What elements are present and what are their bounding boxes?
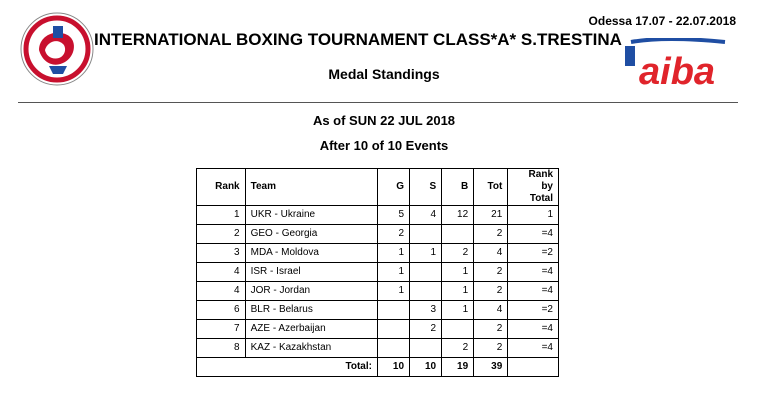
as-of-date: As of SUN 22 JUL 2018	[312, 113, 456, 128]
silver-cell	[410, 282, 442, 301]
rank-by-total-cell: =2	[508, 244, 559, 263]
rank-cell: 4	[197, 282, 246, 301]
col-team: Team	[245, 169, 377, 206]
gold-cell: 1	[377, 282, 409, 301]
team-cell: BLR - Belarus	[245, 301, 377, 320]
gold-cell: 1	[377, 244, 409, 263]
bronze-cell: 12	[442, 206, 474, 225]
total-row	[197, 358, 559, 377]
table-row	[197, 263, 559, 282]
header-divider	[18, 102, 738, 103]
gold-cell	[377, 320, 409, 339]
total-cell: 21	[474, 206, 508, 225]
rank-cell: 2	[197, 225, 246, 244]
team-cell: ISR - Israel	[245, 263, 377, 282]
rank-cell: 3	[197, 244, 246, 263]
table-row	[197, 225, 559, 244]
team-cell: UKR - Ukraine	[245, 206, 377, 225]
rank-cell: 1	[197, 206, 246, 225]
table-row	[197, 320, 559, 339]
col-total: Tot	[474, 169, 508, 206]
bronze-cell: 2	[442, 244, 474, 263]
col-rank-by-total-line1: Rank	[528, 169, 553, 180]
rank-cell: 8	[197, 339, 246, 358]
table-row	[197, 206, 559, 225]
total-cell: 2	[474, 339, 508, 358]
col-silver: S	[410, 169, 442, 206]
total-rank-empty	[508, 358, 559, 377]
gold-cell: 2	[377, 225, 409, 244]
silver-cell	[410, 339, 442, 358]
rank-cell: 6	[197, 301, 246, 320]
table-row	[197, 301, 559, 320]
col-rank: Rank	[197, 169, 246, 206]
col-gold: G	[377, 169, 409, 206]
bronze-cell: 2	[442, 339, 474, 358]
event-dates: Odessa 17.07 - 22.07.2018	[588, 14, 736, 28]
total-total: 39	[474, 358, 508, 377]
silver-cell: 3	[410, 301, 442, 320]
total-cell: 2	[474, 282, 508, 301]
table-row	[197, 282, 559, 301]
rank-cell: 4	[197, 263, 246, 282]
table-row	[197, 244, 559, 263]
silver-cell	[410, 263, 442, 282]
aiba-logo-text: aiba	[639, 51, 716, 90]
total-cell: 4	[474, 301, 508, 320]
page-title: INTERNATIONAL BOXING TOURNAMENT CLASS*A* S.TRESTINA	[94, 30, 622, 49]
bronze-cell: 1	[442, 263, 474, 282]
rank-by-total-cell: =4	[508, 282, 559, 301]
rank-by-total-cell: =4	[508, 320, 559, 339]
aiba-logo	[625, 38, 731, 90]
total-bronze: 19	[442, 358, 474, 377]
total-cell: 2	[474, 263, 508, 282]
bronze-cell: 1	[442, 282, 474, 301]
col-bronze: B	[442, 169, 474, 206]
bronze-cell	[442, 225, 474, 244]
col-rank-by-total-line3: Total	[529, 193, 553, 204]
silver-cell: 1	[410, 244, 442, 263]
total-silver: 10	[410, 358, 442, 377]
page-subtitle: Medal Standings	[328, 66, 440, 82]
gold-cell	[377, 339, 409, 358]
gold-cell: 5	[377, 206, 409, 225]
rank-by-total-cell: =4	[508, 263, 559, 282]
team-cell: JOR - Jordan	[245, 282, 377, 301]
rank-by-total-cell: =4	[508, 339, 559, 358]
rank-cell: 7	[197, 320, 246, 339]
total-gold: 10	[377, 358, 409, 377]
table-row	[197, 339, 559, 358]
col-rank-by-total	[508, 169, 559, 206]
silver-cell	[410, 225, 442, 244]
team-cell: MDA - Moldova	[245, 244, 377, 263]
team-cell: AZE - Azerbaijan	[245, 320, 377, 339]
rank-by-total-cell: =4	[508, 225, 559, 244]
total-cell: 4	[474, 244, 508, 263]
bronze-cell	[442, 320, 474, 339]
rank-by-total-cell: =2	[508, 301, 559, 320]
team-cell: KAZ - Kazakhstan	[245, 339, 377, 358]
rank-by-total-cell: 1	[508, 206, 559, 225]
col-rank-by-total-line2: by	[541, 181, 553, 192]
events-progress: After 10 of 10 Events	[319, 138, 449, 153]
team-cell: GEO - Georgia	[245, 225, 377, 244]
medal-standings-table	[196, 168, 559, 377]
total-cell: 2	[474, 320, 508, 339]
table-header-row	[197, 169, 559, 206]
bronze-cell: 1	[442, 301, 474, 320]
silver-cell: 4	[410, 206, 442, 225]
total-cell: 2	[474, 225, 508, 244]
gold-cell: 1	[377, 263, 409, 282]
total-label: Total:	[197, 358, 378, 377]
gold-cell	[377, 301, 409, 320]
silver-cell: 2	[410, 320, 442, 339]
